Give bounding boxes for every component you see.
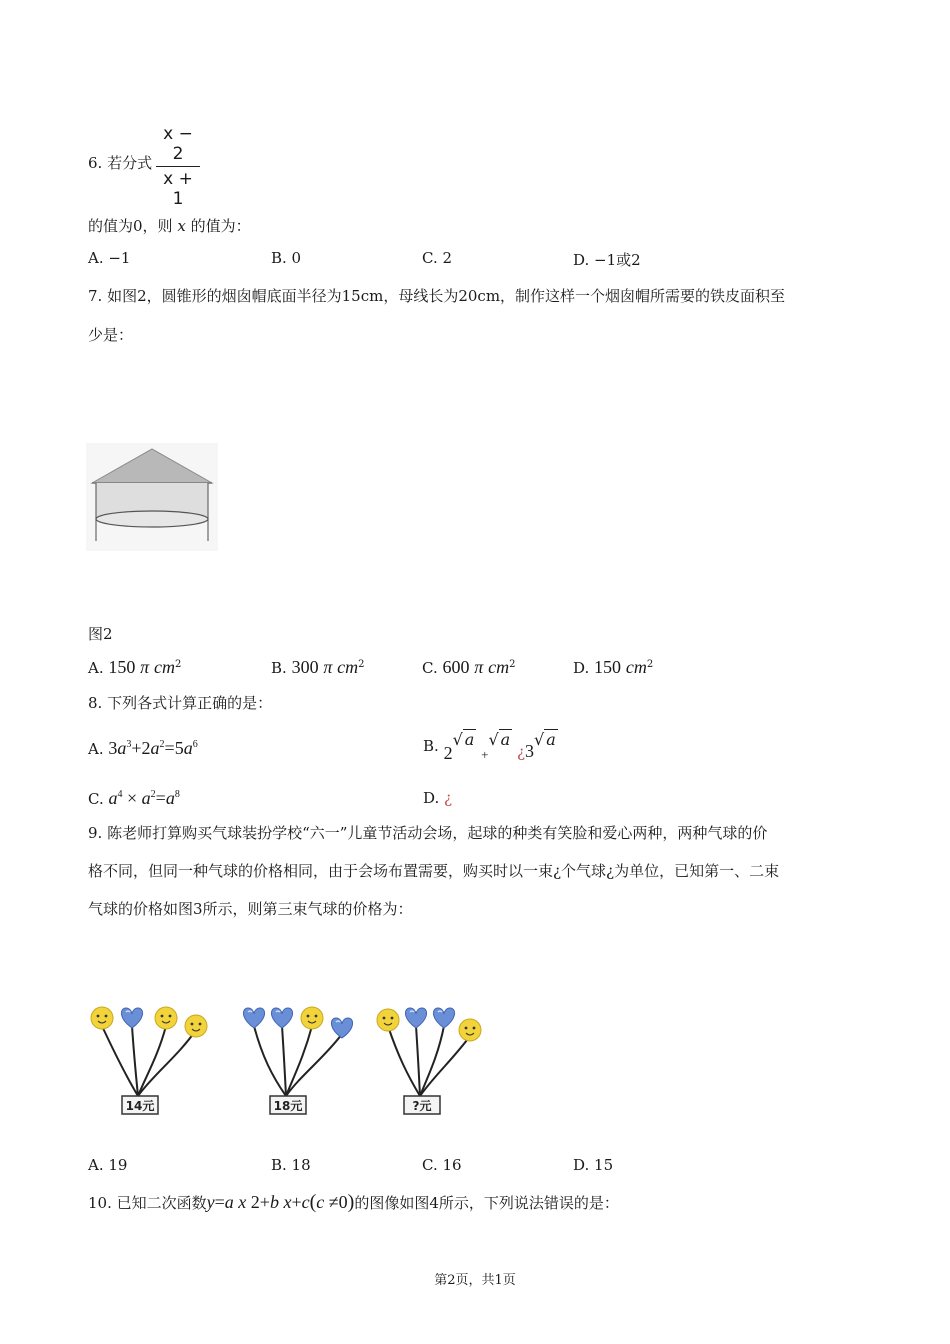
q8-a-expression: $3a^3+2a^2=5a^6$ bbox=[108, 738, 198, 758]
q9-option-d: D. 15 bbox=[573, 1156, 614, 1174]
q7-figure-caption: 图2 bbox=[88, 625, 113, 643]
option-pi: π bbox=[323, 657, 333, 677]
q7-line2: 少是： bbox=[88, 326, 134, 344]
q6-option-c: C. 2 bbox=[422, 249, 453, 267]
q7-option-b bbox=[271, 657, 365, 678]
sqrt-symbol: √ a bbox=[534, 730, 556, 749]
q6-tail2: 的值为： bbox=[190, 217, 251, 235]
page-footer: 第2页，共1页 bbox=[434, 1273, 516, 1288]
unknown-glyph: ¿ bbox=[516, 743, 526, 761]
option-label: D. bbox=[423, 789, 440, 807]
q8-b-expression: 2 bbox=[443, 743, 453, 763]
option-pi: π bbox=[140, 657, 150, 677]
q9-option-a: A. 19 bbox=[88, 1156, 128, 1174]
q6-option-a: A. −1 bbox=[88, 249, 131, 267]
option-pi: π bbox=[474, 657, 484, 677]
q10-function-expression: y=a x 2+b x+c(c ≠0) bbox=[206, 1191, 355, 1213]
q8-option-c bbox=[88, 788, 180, 809]
option-number: 150 bbox=[594, 657, 622, 677]
option-exponent: 2 bbox=[358, 659, 365, 670]
option-label: B. bbox=[423, 737, 439, 755]
q7-option-c bbox=[422, 657, 515, 678]
q8-stem: 8. 下列各式计算正确的是： bbox=[88, 694, 273, 712]
q8-option-d bbox=[423, 789, 452, 807]
q6-option-d: D. −1或2 bbox=[573, 251, 641, 269]
q10-suffix: 的图像如图4所示，下列说法错误的是： bbox=[354, 1194, 619, 1212]
option-unit: cm bbox=[625, 657, 647, 677]
price-tag-1-text: 14元 bbox=[125, 1099, 155, 1113]
q8-c-expression: $a^4 \times a^2=a^8$ bbox=[108, 788, 180, 808]
cylinder-ellipse bbox=[96, 511, 208, 527]
option-unit: cm bbox=[488, 657, 510, 677]
option-number: 150 bbox=[108, 657, 136, 677]
option-exponent: 2 bbox=[646, 659, 654, 670]
q9-line2: 格不同，但同一种气球的价格相同，由于会场布置需要，购买时以一束¿个气球¿为单位，已知第一、二束 bbox=[88, 862, 780, 880]
option-label: C. bbox=[88, 790, 104, 808]
fraction-bar bbox=[156, 166, 200, 167]
q7-option-d bbox=[573, 657, 653, 678]
q10-stem bbox=[88, 1191, 619, 1214]
option-label: D. bbox=[573, 659, 590, 677]
fraction-denominator: x + 1 bbox=[163, 169, 193, 209]
option-label: A. bbox=[88, 659, 104, 677]
q9-line1: 9. 陈老师打算购买气球装扮学校“六一”儿童节活动会场，起球的种类有笑脸和爱心两种，两种气球的价 bbox=[88, 824, 768, 842]
q9-option-c: C. 16 bbox=[422, 1156, 462, 1174]
option-exponent: 2 bbox=[174, 659, 182, 670]
q6-option-b: B. 0 bbox=[271, 249, 302, 267]
sqrt-symbol: √ a bbox=[488, 730, 511, 749]
q6-tail: 的值为0，则 bbox=[88, 217, 173, 235]
price-tag-2-text: 18元 bbox=[273, 1099, 303, 1113]
option-unit: cm bbox=[337, 657, 359, 677]
chimney-cap-figure bbox=[86, 443, 218, 551]
unknown-glyph: ¿ bbox=[444, 789, 453, 807]
option-number: 600 bbox=[442, 657, 470, 677]
option-label: C. bbox=[422, 659, 438, 677]
q10-prefix: 10. 已知二次函数 bbox=[88, 1194, 207, 1212]
q8-option-b: B. 2√ a +√ a ¿3√ a bbox=[423, 730, 556, 763]
q9-line3: 气球的价格如图3所示，则第三束气球的价格为： bbox=[88, 900, 413, 918]
option-label: B. bbox=[271, 659, 287, 677]
q8-option-a bbox=[88, 738, 198, 759]
option-unit: cm bbox=[153, 657, 175, 677]
q7-option-a bbox=[88, 657, 181, 678]
option-label: A. bbox=[88, 740, 104, 758]
sqrt-symbol: √ a bbox=[452, 730, 475, 749]
q6-stem bbox=[88, 215, 251, 236]
q6-variable: x bbox=[177, 217, 186, 235]
price-tag-3-text: ?元 bbox=[412, 1099, 432, 1113]
fraction-numerator: x − 2 bbox=[163, 124, 193, 164]
q6-prefix: 6. 若分式 bbox=[88, 154, 153, 172]
option-number: 300 bbox=[291, 657, 319, 677]
balloon-bunches-figure bbox=[86, 996, 488, 1124]
q9-option-b: B. 18 bbox=[271, 1156, 311, 1174]
fraction bbox=[156, 124, 200, 209]
q7-line1: 7. 如图2，圆锥形的烟囱帽底面半径为15cm，母线长为20cm，制作这样一个烟囱帽所需要的铁皮面积至 bbox=[88, 287, 786, 305]
option-exponent: 2 bbox=[509, 659, 516, 670]
